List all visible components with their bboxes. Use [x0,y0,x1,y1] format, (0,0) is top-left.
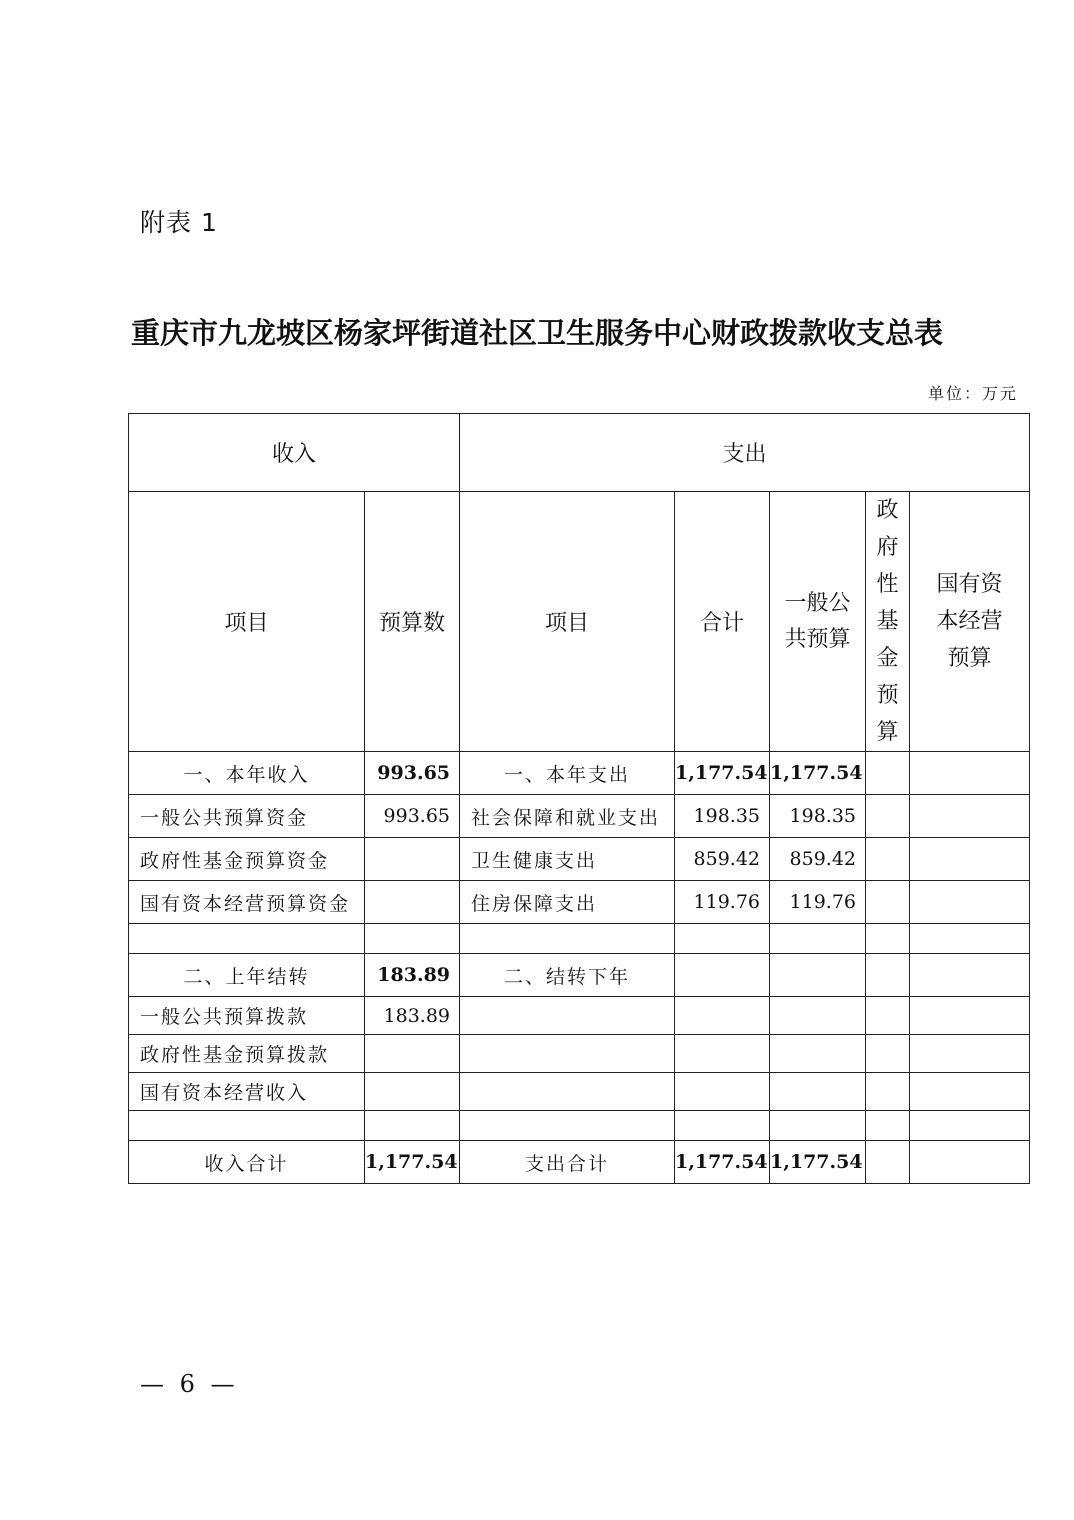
expense-item-cell: 社会保障和就业支出 [460,795,675,838]
expense-item-cell: 支出合计 [460,1141,675,1184]
general-budget-cell: 1,177.54 [770,752,866,795]
income-budget-cell: 183.89 [365,997,460,1035]
gov-fund-cell [866,1073,910,1111]
general-budget-cell [770,924,866,954]
state-capital-cell [910,1141,1030,1184]
expense-item-cell: 一、本年支出 [460,752,675,795]
gov-fund-cell [866,924,910,954]
expense-total-cell [675,924,770,954]
col-general-budget-label: 一般公 共预算 [784,590,851,652]
expense-total-cell: 198.35 [675,795,770,838]
income-budget-cell [365,881,460,924]
income-item-cell: 政府性基金预算拨款 [129,1035,365,1073]
expense-total-cell [675,1111,770,1141]
state-capital-cell [910,997,1030,1035]
gov-fund-cell [866,954,910,997]
expense-total-cell [675,1035,770,1073]
table-row [129,838,1030,881]
col-general-budget [770,492,866,752]
general-budget-cell [770,1035,866,1073]
expense-item-cell [460,997,675,1035]
state-capital-cell [910,752,1030,795]
state-capital-cell [910,795,1030,838]
table-row [129,1141,1030,1184]
col-total: 合计 [675,492,770,752]
expense-total-cell: 859.42 [675,838,770,881]
income-budget-cell [365,1111,460,1141]
table-row [129,997,1030,1035]
table-row [129,924,1030,954]
expense-total-cell [675,1073,770,1111]
expense-total-cell [675,954,770,997]
table-row [129,881,1030,924]
general-budget-cell [770,1111,866,1141]
col-state-capital-label: 国有资 本经营 预算 [936,572,1003,671]
income-budget-cell [365,838,460,881]
page-number: — 6 — [140,1370,239,1398]
gov-fund-cell [866,881,910,924]
general-budget-cell [770,997,866,1035]
expense-total-cell: 1,177.54 [675,752,770,795]
income-budget-cell [365,1035,460,1073]
general-budget-cell: 1,177.54 [770,1141,866,1184]
col-income-item: 项目 [129,492,365,752]
gov-fund-cell [866,1035,910,1073]
attachment-label: 附表 1 [140,208,218,237]
gov-fund-cell [866,838,910,881]
expense-total-cell [675,997,770,1035]
state-capital-cell [910,881,1030,924]
header-row-columns [129,492,1030,752]
state-capital-cell [910,838,1030,881]
income-item-cell: 国有资本经营收入 [129,1073,365,1111]
expense-item-cell: 住房保障支出 [460,881,675,924]
income-group-header: 收入 [129,414,460,492]
income-budget-cell [365,1073,460,1111]
table-row [129,1111,1030,1141]
general-budget-cell: 119.76 [770,881,866,924]
general-budget-cell: 859.42 [770,838,866,881]
state-capital-cell [910,1073,1030,1111]
col-budget: 预算数 [365,492,460,752]
income-budget-cell: 183.89 [365,954,460,997]
income-item-cell: 二、上年结转 [129,954,365,997]
table-body [129,752,1030,1184]
expense-item-cell: 二、结转下年 [460,954,675,997]
unit-label: 单位：万元 [927,384,1018,403]
expense-item-cell [460,924,675,954]
income-item-cell: 一般公共预算拨款 [129,997,365,1035]
col-state-capital [910,492,1030,752]
gov-fund-cell [866,1141,910,1184]
state-capital-cell [910,1035,1030,1073]
income-item-cell: 国有资本经营预算资金 [129,881,365,924]
income-item-cell: 收入合计 [129,1141,365,1184]
income-budget-cell [365,924,460,954]
col-gov-fund-label: 政 府 性 基 金 预 算 [876,498,899,745]
gov-fund-cell [866,795,910,838]
budget-table [128,413,1030,1184]
state-capital-cell [910,1111,1030,1141]
income-item-cell [129,1111,365,1141]
state-capital-cell [910,924,1030,954]
header-row-groups [129,414,1030,492]
table-row [129,1073,1030,1111]
expense-group-header: 支出 [460,414,1030,492]
table-row [129,1035,1030,1073]
income-item-cell: 政府性基金预算资金 [129,838,365,881]
state-capital-cell [910,954,1030,997]
general-budget-cell: 198.35 [770,795,866,838]
expense-item-cell: 卫生健康支出 [460,838,675,881]
expense-total-cell: 119.76 [675,881,770,924]
income-item-cell: 一般公共预算资金 [129,795,365,838]
gov-fund-cell [866,997,910,1035]
gov-fund-cell [866,1111,910,1141]
general-budget-cell [770,954,866,997]
gov-fund-cell [866,752,910,795]
col-expense-item: 项目 [460,492,675,752]
income-item-cell: 一、本年收入 [129,752,365,795]
income-item-cell [129,924,365,954]
page-title: 重庆市九龙坡区杨家坪街道社区卫生服务中心财政拨款收支总表 [130,316,943,350]
expense-total-cell: 1,177.54 [675,1141,770,1184]
table-row [129,954,1030,997]
expense-item-cell [460,1035,675,1073]
expense-item-cell [460,1111,675,1141]
col-gov-fund [866,492,910,752]
table-row [129,752,1030,795]
table-row [129,795,1030,838]
general-budget-cell [770,1073,866,1111]
income-budget-cell: 993.65 [365,795,460,838]
income-budget-cell: 1,177.54 [365,1141,460,1184]
expense-item-cell [460,1073,675,1111]
income-budget-cell: 993.65 [365,752,460,795]
